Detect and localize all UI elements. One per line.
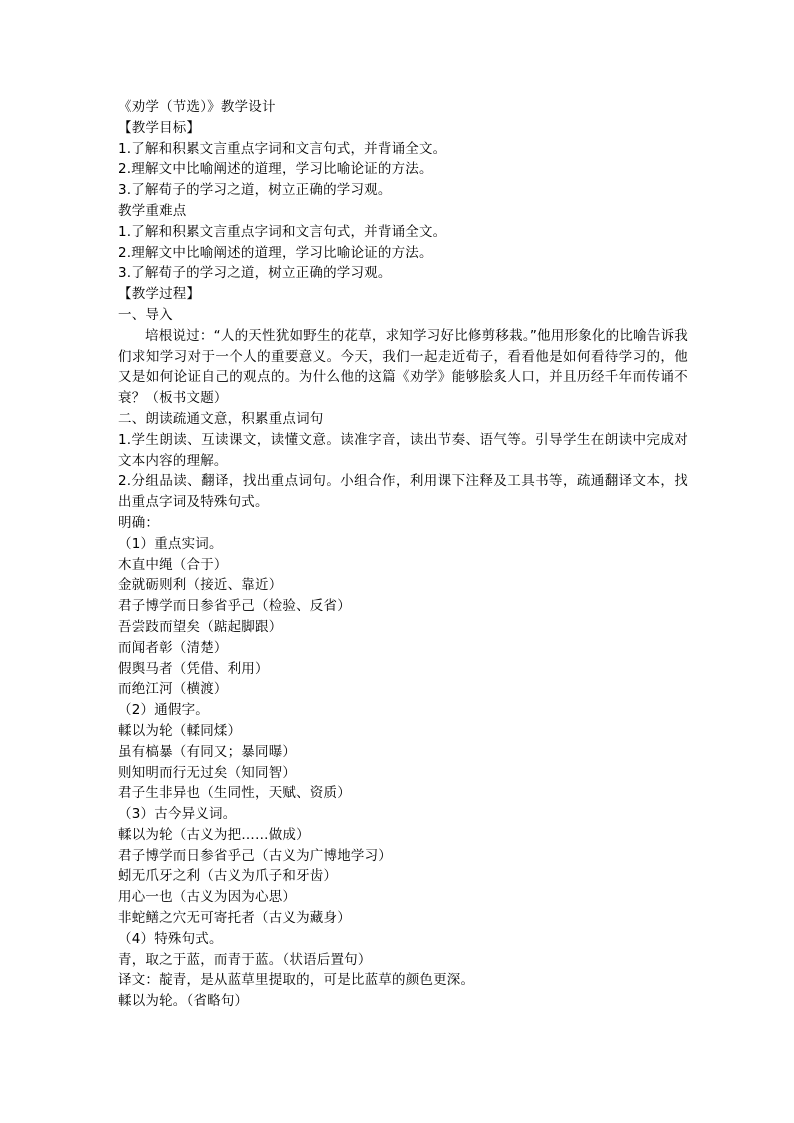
section2-heading: 二、朗读疏通文意，积累重点词句 <box>118 410 324 427</box>
meaning-item: 用心一也（古义为因为心思） <box>118 889 297 906</box>
meaning-item: 君子博学而日参省乎己（古义为广博地学习） <box>118 847 392 864</box>
vocab-item: 木直中绳（合于） <box>118 556 228 573</box>
vocab-item: 君子博学而日参省乎己（检验、反省） <box>118 598 351 615</box>
sub4-heading: （4）特殊句式。 <box>118 930 223 947</box>
meaning-item: 非蛇鳝之穴无可寄托者（古义为藏身） <box>118 910 351 927</box>
variant-item: 輮以为轮（輮同煣） <box>118 722 242 739</box>
vocab-item: 而绝江河（横渡） <box>118 681 228 698</box>
step1-paragraph: 1.学生朗读、互读课文，读懂文意。读准字音，读出节奏、语气等。引导学生在朗读中完成对文本内容的理解。 <box>118 431 688 469</box>
key-point-item: 1.了解和积累文言重点字词和文言句式，并背诵全文。 <box>118 223 447 240</box>
intro-heading: 一、导入 <box>118 306 173 323</box>
goals-heading: 【教学目标】 <box>118 119 201 136</box>
vocab-item: 金就砺则利（接近、靠近） <box>118 577 283 594</box>
document-body <box>118 97 688 1012</box>
key-heading: 教学重难点 <box>118 202 187 219</box>
intro-paragraph: 培根说过：“人的天性犹如野生的花草，求知学习好比修剪移栽。”他用形象化的比喻告诉我们求知学习对于一个人的重要意义。今天，我们一起走近荀子，看看他是如何看待学习的，他又是如何论证自己的观点的。为什么他的这篇《劝学》能够脍炙人口，并且历经千年而传诵不衰？（板书文题） <box>118 327 688 407</box>
variant-item: 君子生非异也（生同性，天赋、资质） <box>118 785 351 802</box>
key-point-item: 2.理解文中比喻阐述的道理，学习比喻论证的方法。 <box>118 244 433 261</box>
step2-paragraph: 2.分组品读、翻译，找出重点词句。小组合作，利用课下注释及工具书等，疏通翻译文本，找出重点字词及特殊句式。 <box>118 473 688 511</box>
sub3-heading: （3）古今异义词。 <box>118 806 237 823</box>
sub2-heading: （2）通假字。 <box>118 702 209 719</box>
syntax-item: 青，取之于蓝，而青于蓝。（状语后置句） <box>118 951 372 968</box>
meaning-item: 蚓无爪牙之利（古义为爪子和牙齿） <box>118 868 338 885</box>
syntax-item: 輮以为轮。（省略句） <box>118 993 249 1010</box>
goal-item: 3.了解荀子的学习之道，树立正确的学习观。 <box>118 182 392 199</box>
process-heading: 【教学过程】 <box>118 286 201 303</box>
sub1-heading: （1）重点实词。 <box>118 535 223 552</box>
vocab-item: 吾尝跂而望矣（踮起脚跟） <box>118 618 283 635</box>
meaning-item: 輮以为轮（古义为把……做成） <box>118 826 310 843</box>
clarify-label: 明确： <box>118 514 160 531</box>
variant-item: 虽有槁暴（有同又；暴同曝） <box>118 743 297 760</box>
variant-item: 则知明而行无过矣（知同智） <box>118 764 297 781</box>
goal-item: 1.了解和积累文言重点字词和文言句式，并背诵全文。 <box>118 140 447 157</box>
key-point-item: 3.了解荀子的学习之道，树立正确的学习观。 <box>118 265 392 282</box>
syntax-item: 译文：靛青，是从蓝草里提取的，可是比蓝草的颜色更深。 <box>118 972 475 989</box>
vocab-item: 而闻者彰（清楚） <box>118 639 228 656</box>
doc-title: 《劝学（节选）》教学设计 <box>118 99 276 115</box>
goal-item: 2.理解文中比喻阐述的道理，学习比喻论证的方法。 <box>118 161 433 178</box>
vocab-item: 假舆马者（凭借、利用） <box>118 660 269 677</box>
